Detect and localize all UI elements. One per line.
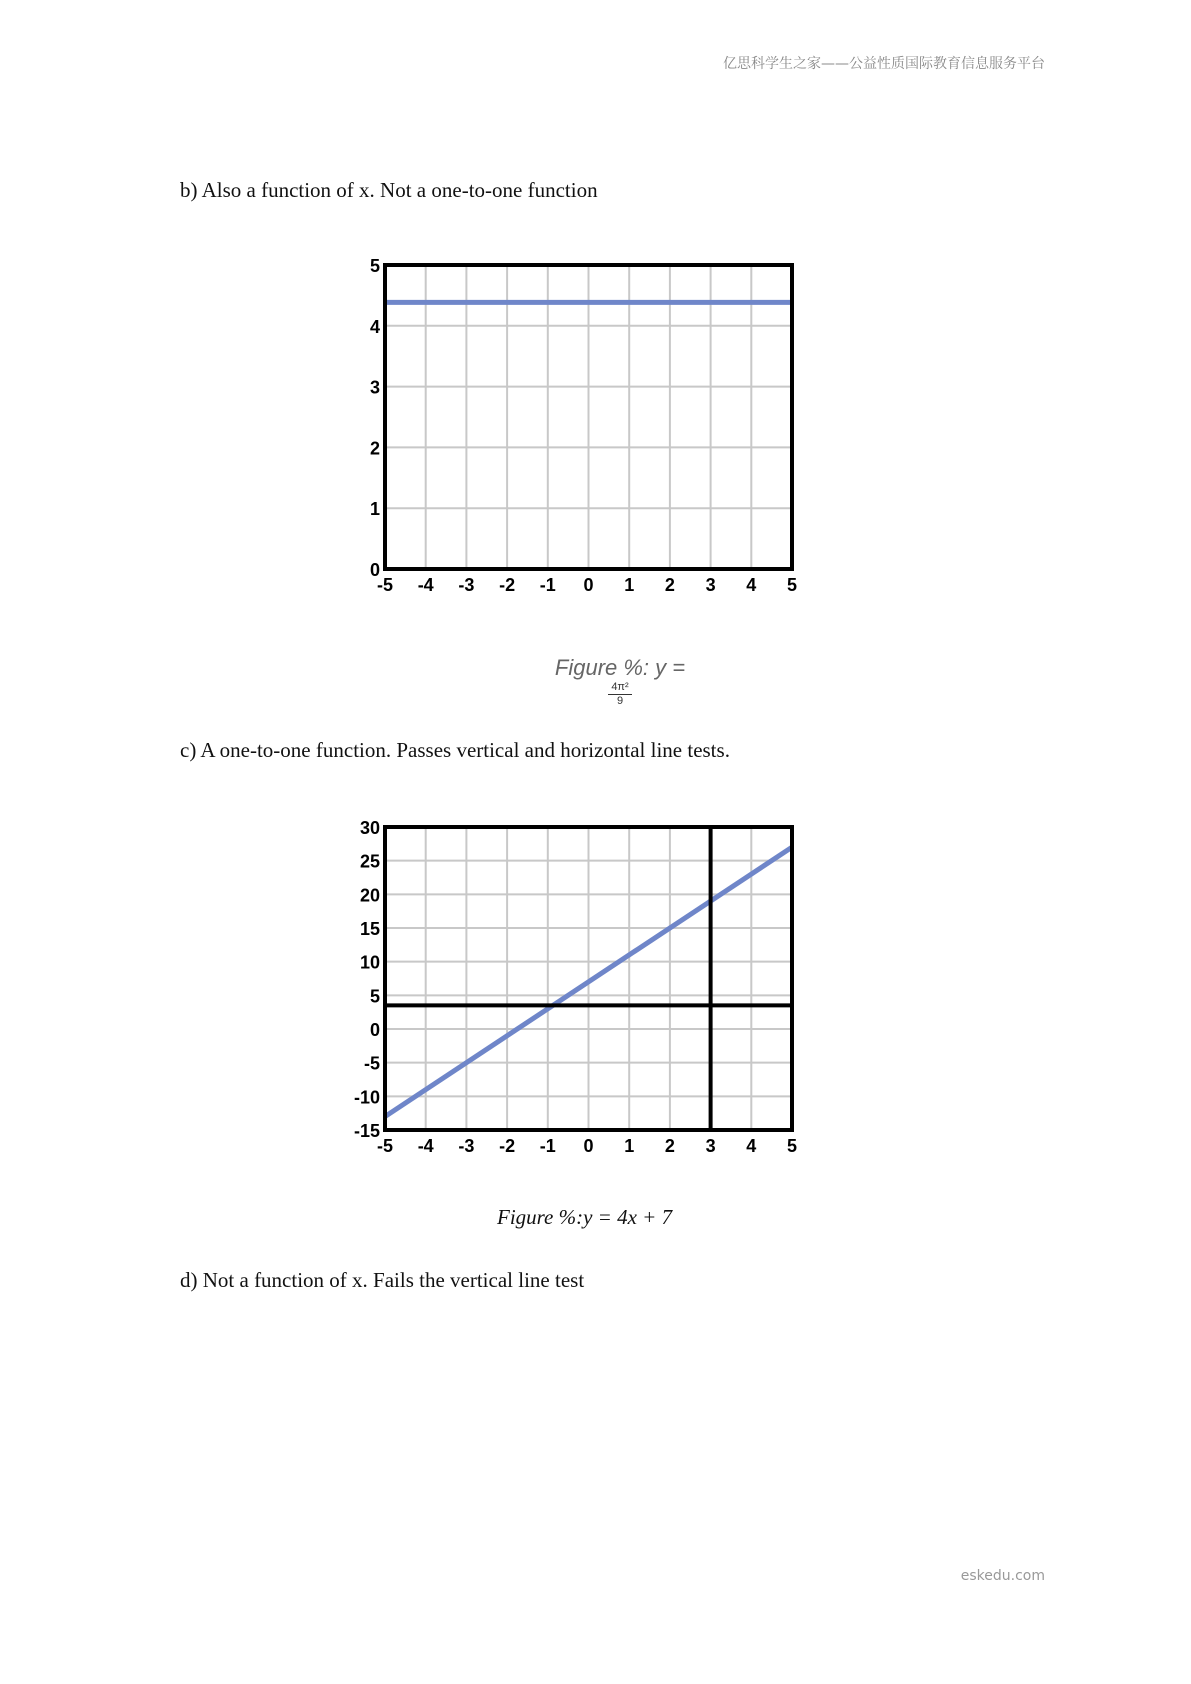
y-tick-label: 15: [359, 919, 380, 939]
y-tick-label: 4: [369, 316, 380, 337]
x-tick-label: 0: [583, 1136, 594, 1156]
x-tick-label: -2: [499, 575, 516, 595]
y-tick-label: 25: [359, 851, 380, 872]
y-tick-label: -15: [353, 1121, 380, 1141]
y-tick-label: 5: [369, 256, 380, 276]
x-tick-label: -3: [458, 1136, 475, 1156]
y-tick-label: 1: [369, 499, 380, 520]
page-header: 亿思科学生之家——公益性质国际教育信息服务平台: [723, 56, 1045, 72]
x-tick-label: -1: [539, 1136, 556, 1156]
x-tick-label: 4: [746, 1136, 757, 1156]
paragraph-c: c) A one-to-one function. Passes vertical and horizontal line tests.: [180, 738, 730, 762]
x-tick-label: 4: [746, 575, 757, 595]
y-tick-label: 30: [359, 818, 380, 838]
x-tick-label: -2: [499, 1136, 516, 1156]
page-footer: eskedu.com: [960, 1568, 1045, 1584]
x-tick-label: 0: [583, 575, 594, 595]
x-tick-label: 5: [786, 1136, 798, 1156]
x-tick-label: -4: [417, 1136, 434, 1156]
figure-caption-2: Figure %:y = 4x + 7: [497, 1205, 673, 1229]
x-tick-label: 2: [664, 575, 675, 595]
x-tick-label: -4: [417, 575, 434, 595]
x-tick-label: -5: [376, 1136, 394, 1156]
x-tick-label: 1: [624, 575, 635, 595]
caption-text: Figure %: y =: [554, 655, 686, 680]
y-tick-label: 3: [369, 377, 380, 398]
x-tick-label: 2: [664, 1136, 675, 1156]
y-tick-label: 10: [359, 952, 380, 973]
x-tick-label: 3: [705, 1136, 716, 1156]
y-tick-label: 2: [369, 438, 380, 459]
x-tick-label: 5: [786, 575, 798, 595]
x-tick-label: -3: [458, 575, 475, 595]
paragraph-b: b) Also a function of x. Not a one-to-one function: [180, 178, 598, 202]
fraction-denominator: 9: [616, 695, 624, 707]
y-tick-label: -10: [353, 1087, 380, 1108]
y-tick-label: 5: [369, 986, 380, 1007]
y-tick-label: 0: [369, 560, 380, 580]
x-tick-label: 1: [624, 1136, 635, 1156]
x-tick-label: 3: [705, 575, 716, 595]
fraction-numerator: 4π²: [608, 681, 631, 695]
y-tick-label: 20: [359, 885, 380, 906]
paragraph-d: d) Not a function of x. Fails the vertical line test: [180, 1268, 585, 1292]
x-tick-label: -1: [539, 575, 556, 595]
y-tick-label: -5: [363, 1053, 380, 1074]
x-tick-label: -5: [376, 575, 394, 595]
y-tick-label: 0: [369, 1020, 380, 1040]
